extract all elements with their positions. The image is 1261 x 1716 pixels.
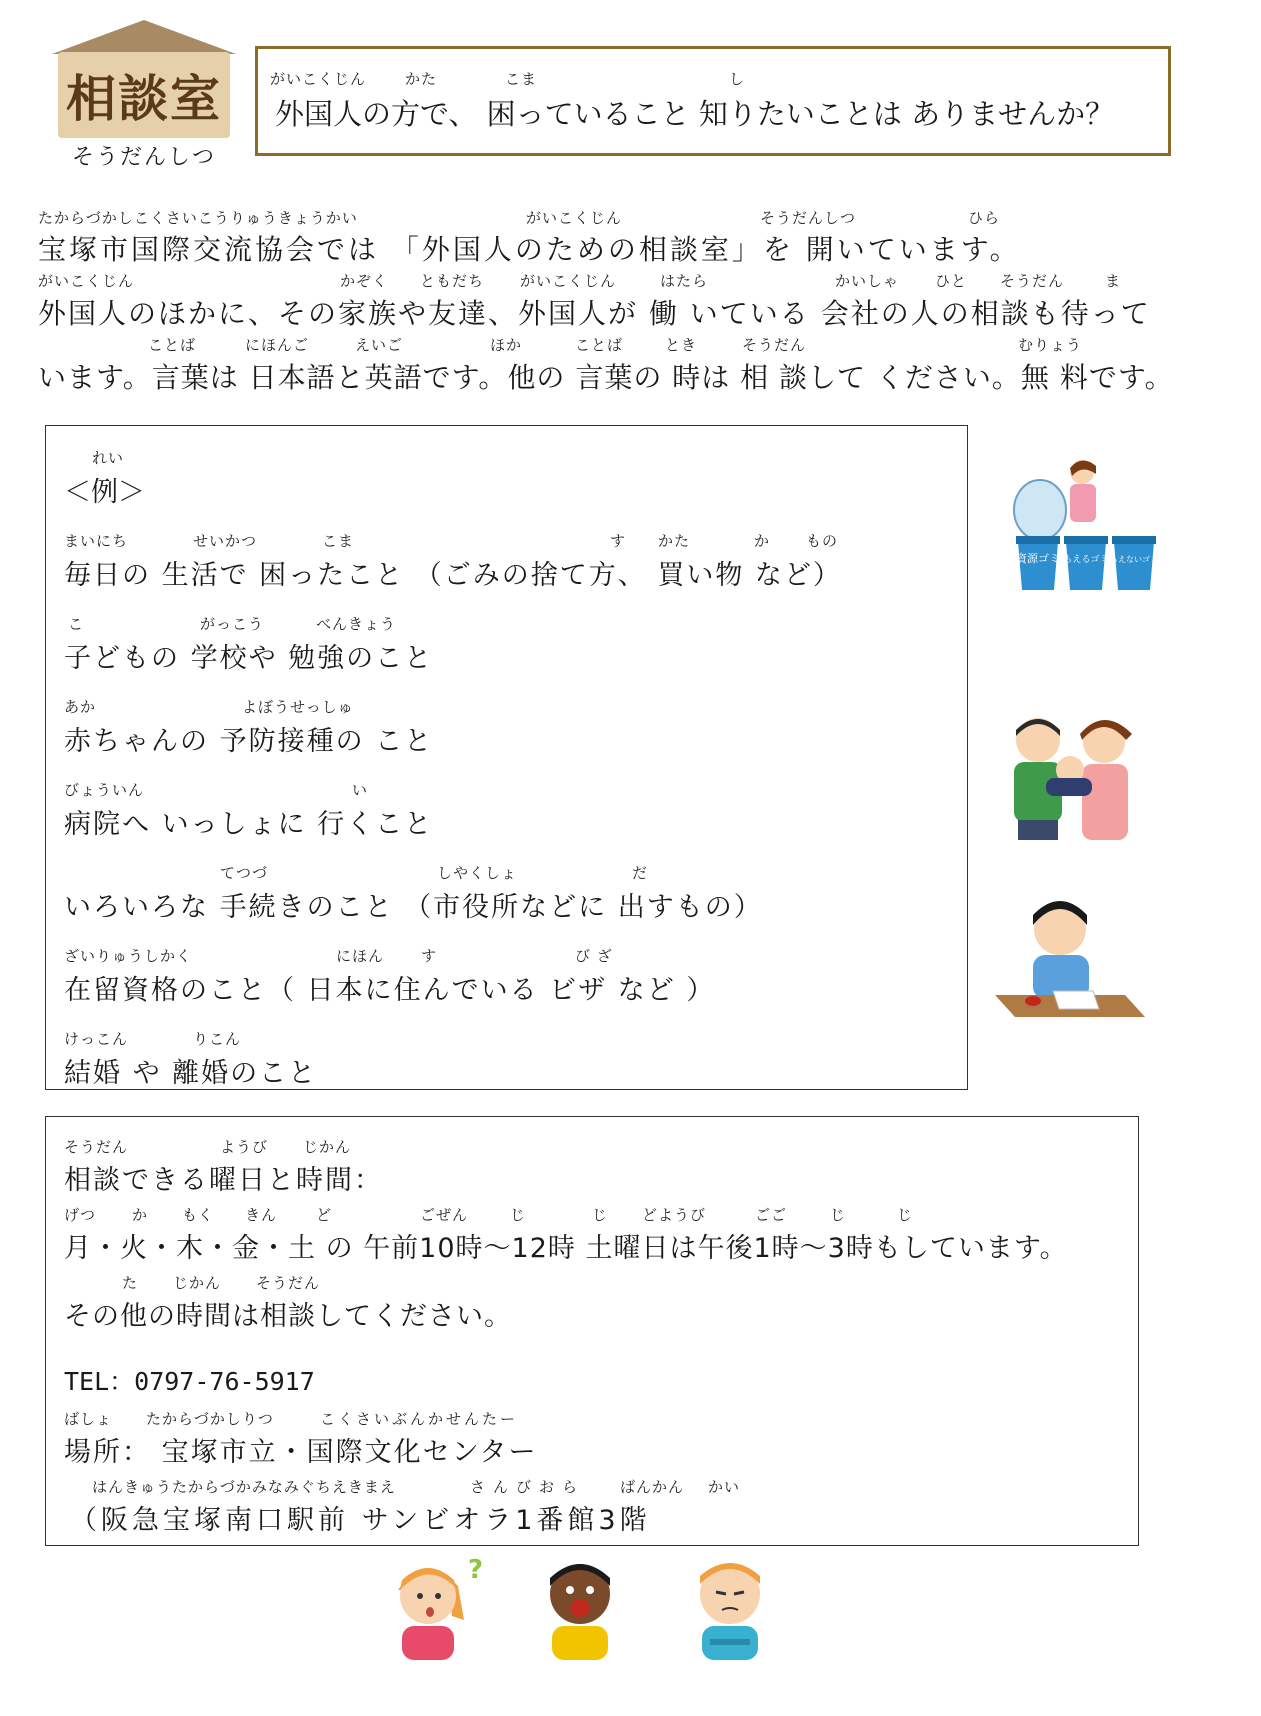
examples-heading-furigana: れい: [92, 449, 125, 467]
example-furigana: びょういん: [64, 781, 145, 799]
example-item: 結婚 や 離婚のこと: [64, 1058, 318, 1089]
title-furigana: し: [729, 70, 746, 88]
example-furigana: こま: [322, 532, 355, 550]
intro-line-2: 外国人のほかに、その家族や友達、外国人が 働 いている 会社の人の相談も待って: [38, 297, 1151, 330]
example-furigana: よぼうせっしゅ: [242, 698, 354, 716]
sign-board: [58, 52, 230, 138]
example-furigana: まいにち: [64, 532, 129, 550]
address-furigana: はんきゅうたからづかみなみぐちえきまえ: [92, 1478, 396, 1496]
hours-furigana: どようび: [642, 1206, 707, 1224]
examples-heading: ＜例＞: [64, 477, 145, 508]
place-furigana: こくさいぶんかせんたー: [320, 1410, 519, 1428]
example-furigana: い: [352, 781, 369, 799]
intro-furigana: たからづかしこくさいこうりゅうきょうかい: [38, 209, 358, 227]
example-furigana: がっこう: [200, 615, 265, 633]
address-furigana: ばんかん: [620, 1478, 685, 1496]
title-furigana: かた: [405, 70, 438, 88]
svg-text:?: ?: [468, 1555, 484, 1585]
bin-label: もえないゴミ: [1110, 555, 1158, 564]
sign-reading: そうだんしつ: [72, 145, 217, 170]
bin-label: もえるゴミ: [1063, 555, 1109, 565]
intro-line-3: います。言葉は 日本語と英語です。他の 言葉の 時は 相 談して ください。無 料です。: [38, 361, 1174, 394]
intro-furigana: がいこくじん: [526, 209, 623, 227]
hours-furigana: ごぜん: [420, 1206, 469, 1224]
hours-other: その他の時間は相談してください。: [64, 1301, 512, 1332]
intro-furigana: むりょう: [1018, 336, 1083, 354]
intro-furigana: がいこくじん: [520, 272, 617, 290]
intro-line-1: 宝塚市国際交流協会では 「外国人のための相談室」を 開いています。: [38, 233, 1021, 266]
example-furigana: けっこん: [64, 1030, 129, 1048]
hours-furigana: そうだん: [64, 1138, 129, 1156]
hours-furigana: じ: [510, 1206, 527, 1224]
intro-furigana: そうだん: [1000, 272, 1065, 290]
example-item: 子どもの 学校や 勉強のこと: [64, 643, 434, 674]
confused-woman-icon: [380, 1550, 484, 1660]
sign-roof: [52, 20, 236, 54]
surprised-man-icon: [530, 1550, 630, 1660]
title-text: 外国人の方で、 困っていること 知りたいことは ありませんか？: [275, 97, 1115, 131]
place-text: 場所： 宝塚市立・国際文化センター: [64, 1437, 538, 1468]
place-furigana: たからづかしりつ: [146, 1410, 274, 1428]
example-furigana: てつづ: [220, 864, 269, 882]
sign-text: 相談室: [66, 70, 222, 128]
intro-furigana: ほか: [490, 336, 523, 354]
example-furigana: かた: [658, 532, 691, 550]
family-with-baby-illustration: [1000, 712, 1150, 842]
hours-furigana: じかん: [303, 1138, 352, 1156]
example-item: 赤ちゃんの 予防接種の こと: [64, 726, 434, 757]
example-furigana: あか: [64, 698, 97, 716]
example-furigana: せいかつ: [193, 532, 258, 550]
title-furigana: こま: [505, 70, 538, 88]
hours-furigana: じ: [830, 1206, 847, 1224]
example-furigana: もの: [806, 532, 839, 550]
hours-furigana: ど: [316, 1206, 333, 1224]
example-furigana: にほん: [336, 947, 385, 965]
hours-furigana: げつ: [64, 1206, 97, 1224]
intro-furigana: そうだん: [742, 336, 807, 354]
address-furigana: かい: [708, 1478, 741, 1496]
hours-days: 月・火・木・金・土 の 午前10時～12時 土曜日は午後1時～3時もしています。: [64, 1233, 1068, 1264]
example-item: 病院へ いっしょに 行くこと: [64, 809, 434, 840]
hours-furigana: た: [122, 1274, 139, 1292]
intro-furigana: そうだんしつ: [760, 209, 857, 227]
example-furigana: だ: [632, 864, 649, 882]
example-furigana: こ: [68, 615, 85, 633]
hours-furigana: じ: [897, 1206, 914, 1224]
intro-furigana: ま: [1105, 272, 1122, 290]
intro-furigana: がいこくじん: [38, 272, 135, 290]
hours-furigana: もく: [182, 1206, 215, 1224]
example-item: 在留資格のこと（ 日本に住んでいる ビザ など ）: [64, 975, 716, 1006]
example-furigana: べんきょう: [316, 615, 397, 633]
intro-furigana: はたら: [660, 272, 709, 290]
example-furigana: か: [754, 532, 771, 550]
intro-furigana: えいご: [355, 336, 404, 354]
hours-furigana: か: [132, 1206, 149, 1224]
phone-number: TEL：0797-76-5917: [64, 1367, 315, 1396]
address-text: （阪急宝塚南口駅前 サンビオラ1番館3階: [70, 1505, 651, 1536]
hours-furigana: じ: [592, 1206, 609, 1224]
intro-furigana: かぞく: [340, 272, 389, 290]
garbage-sorting-illustration: [1000, 450, 1170, 590]
person-signing-document-illustration: [995, 895, 1145, 1025]
intro-furigana: にほんご: [245, 336, 310, 354]
intro-furigana: ことば: [148, 336, 197, 354]
example-furigana: す: [610, 532, 627, 550]
worried-man-icon: [680, 1550, 780, 1660]
title-furigana: がいこくじん: [270, 70, 367, 88]
example-furigana: ざいりゅうしかく: [64, 947, 193, 965]
example-furigana: りこん: [193, 1030, 242, 1048]
example-item: いろいろな 手続きのこと （市役所などに 出すもの）: [64, 892, 763, 923]
hours-furigana: じかん: [173, 1274, 222, 1292]
hours-furigana: そうだん: [256, 1274, 321, 1292]
example-furigana: す: [421, 947, 438, 965]
hours-heading: 相談できる曜日と時間：: [64, 1165, 383, 1196]
intro-furigana: ことば: [575, 336, 624, 354]
intro-furigana: かいしゃ: [835, 272, 900, 290]
example-item: 毎日の 生活で 困ったこと （ごみの捨て方、 買い物 など）: [64, 560, 842, 591]
hours-furigana: きん: [245, 1206, 278, 1224]
hours-furigana: ようび: [220, 1138, 269, 1156]
place-furigana: ばしょ: [64, 1410, 113, 1428]
hours-furigana: ごご: [755, 1206, 788, 1224]
intro-furigana: とき: [665, 336, 698, 354]
intro-furigana: ひら: [968, 209, 1001, 227]
example-furigana: しやくしょ: [437, 864, 518, 882]
example-furigana: び ざ: [575, 947, 613, 965]
intro-furigana: ひと: [935, 272, 968, 290]
address-furigana: さんびおら: [470, 1478, 586, 1496]
bin-label: 資源ゴミ: [1016, 552, 1060, 565]
intro-furigana: ともだち: [420, 272, 485, 290]
